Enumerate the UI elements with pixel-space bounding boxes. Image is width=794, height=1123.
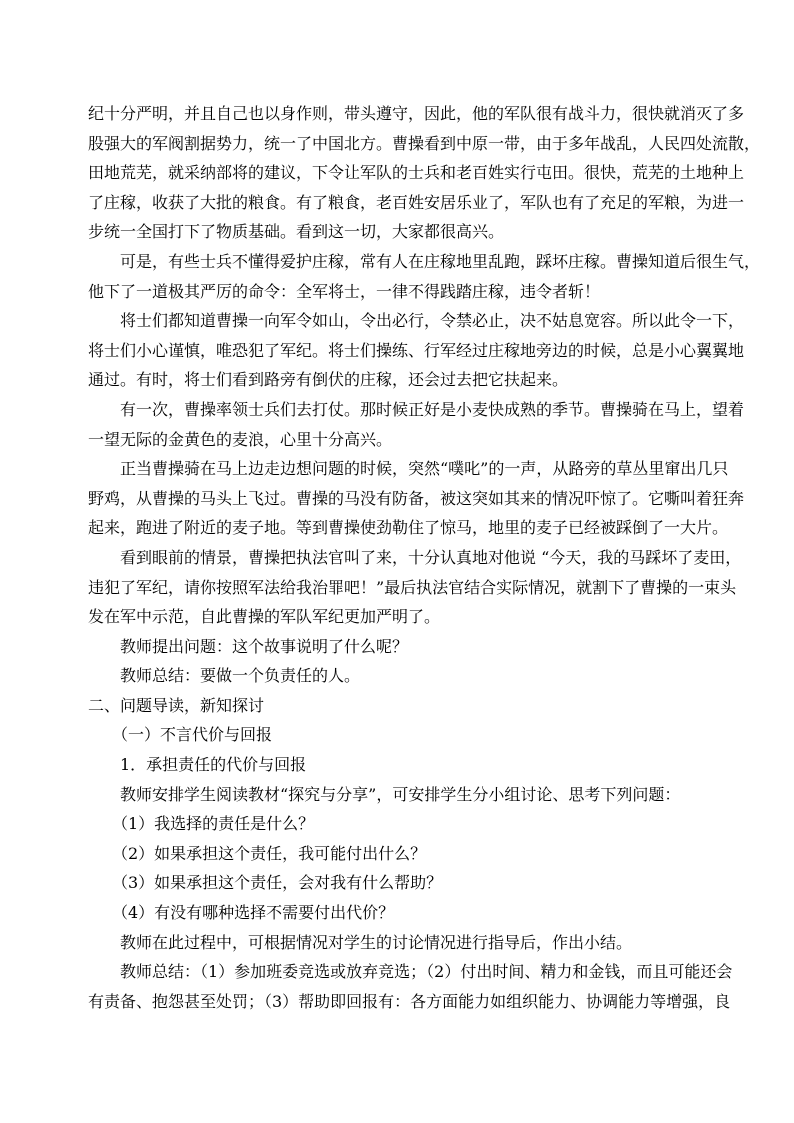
topic-heading: 1．承担责任的代价与回报	[120, 755, 307, 775]
teacher-summary: 教师总结：要做一个负责任的人。	[120, 666, 361, 686]
section-heading: 二、问题导读，新知探讨	[88, 695, 265, 715]
paragraph-p2	[88, 247, 761, 306]
text-line: 有一次，曹操率领士兵们去打仗。那时候正好是小麦快成熟的季节。曹操骑在马上，望着	[120, 399, 745, 419]
text-line: 田地荒芜，就采纳部将的建议，下令让军队的士兵和老百姓实行屯田。很快，荒芜的土地种上	[88, 163, 745, 183]
text-line: 一望无际的金黄色的麦浪，心里十分高兴。	[88, 429, 393, 449]
question-item: （4）有没有哪种选择不需要付出代价？	[112, 903, 395, 923]
text-line: 看到眼前的情景，曹操把执法官叫了来，十分认真地对他说 “今天，我的马踩坏了麦田，	[120, 547, 742, 567]
text-line: 正当曹操骑在马上边走边想问题的时候，突然“噗叱”的一声，从路旁的草丛里窜出几只	[120, 459, 729, 479]
teacher-question: 教师提出问题：这个故事说明了什么呢？	[120, 636, 409, 656]
text-line: 通过。有时，将士们看到路旁有倒伏的庄稼，还会过去把它扶起来。	[88, 370, 569, 390]
paragraph-p5	[88, 454, 745, 543]
paragraph-p1	[88, 99, 761, 247]
question-item: （3）如果承担这个责任，会对我有什么帮助？	[112, 873, 443, 893]
text-line: 发在军中示范，自此曹操的军队军纪更加严明了。	[88, 607, 441, 627]
text-line: 野鸡，从曹操的马头上飞过。曹操的马没有防备，被这突如其来的情况吓惊了。它嘶叫着狂奔	[88, 488, 745, 508]
paragraph-p3	[88, 306, 745, 395]
paragraph-summary	[88, 957, 733, 1016]
document-page	[88, 99, 761, 1016]
subsection-heading: （一）不言代价与回报	[112, 725, 273, 745]
text-line: 了庄稼，收获了大批的粮食。有了粮食，老百姓安居乐业了，军队也有了充足的军粮，为进一	[88, 192, 745, 212]
paragraph-p6	[88, 543, 742, 632]
instruction-text: 教师安排学生阅读教材“探究与分享”，可安排学生分小组讨论、思考下列问题：	[120, 784, 681, 804]
text-line: 他下了一道极其严厉的命令：全军将士，一律不得践踏庄稼，违令者斩！	[88, 281, 601, 301]
text-line: 步统一全国打下了物质基础。看到这一切，大家都很高兴。	[88, 222, 505, 242]
question-item: （1）我选择的责任是什么？	[112, 814, 315, 834]
text-line: 股强大的军阀割据势力，统一了中国北方。曹操看到中原一带，由于多年战乱，人民四处流散，	[88, 133, 761, 153]
text-line: 可是，有些士兵不懂得爱护庄稼，常有人在庄稼地里乱跑，踩坏庄稼。曹操知道后很生气，	[120, 251, 761, 271]
guidance-text: 教师在此过程中，可根据情况对学生的讨论情况进行指导后，作出小结。	[120, 932, 633, 952]
text-line: 违犯了军纪，请你按照军法给我治罪吧！”最后执法官结合实际情况，就割下了曹操的一束头	[88, 577, 737, 597]
text-line: 有责备、抱怨甚至处罚；（3）帮助即回报有：各方面能力如组织能力、协调能力等增强，良	[88, 991, 731, 1011]
question-item: （2）如果承担这个责任，我可能付出什么？	[112, 843, 427, 863]
text-line: 起来，跑进了附近的麦子地。等到曹操使劲勒住了惊马，地里的麦子已经被踩倒了一大片。	[88, 518, 729, 538]
text-line: 教师总结：（1）参加班委竞选或放弃竞选；（2）付出时间、精力和金钱，而且可能还会	[120, 962, 733, 982]
text-line: 将士们小心谨慎，唯恐犯了军纪。将士们操练、行军经过庄稼地旁边的时候，总是小心翼翼地	[88, 340, 745, 360]
text-line: 纪十分严明，并且自己也以身作则，带头遵守，因此，他的军队很有战斗力，很快就消灭了多	[88, 104, 745, 123]
paragraph-p4	[88, 395, 745, 454]
text-line: 将士们都知道曹操一向军令如山，令出必行，令禁必止，决不姑息宽容。所以此令一下，	[120, 311, 745, 331]
